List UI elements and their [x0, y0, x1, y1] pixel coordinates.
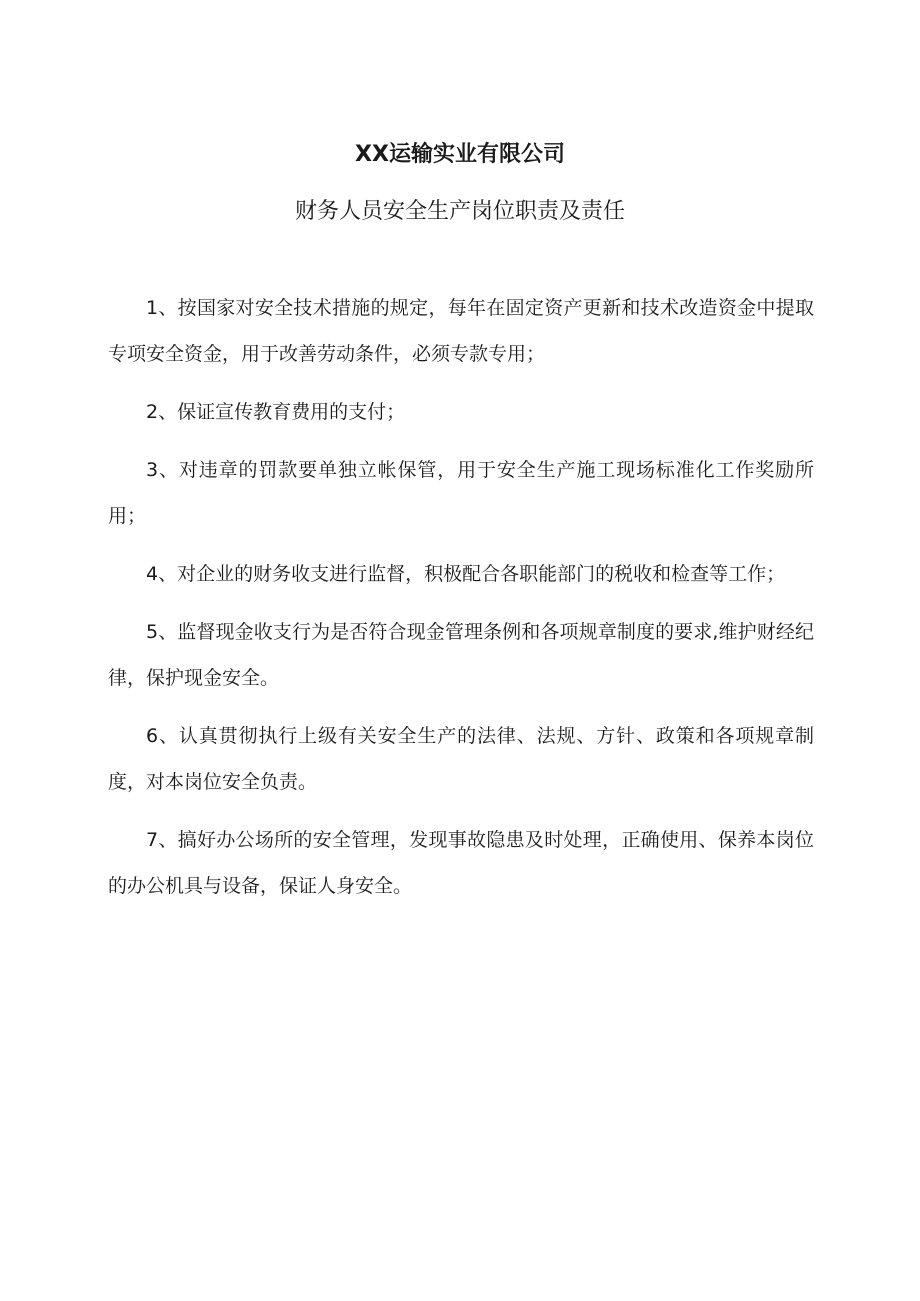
- document-title: 财务人员安全生产岗位职责及责任: [294, 199, 625, 224]
- list-item: 4、对企业的财务收支进行监督，积极配合各职能部门的税收和检查等工作；: [146, 563, 786, 585]
- document-body: [108, 285, 814, 921]
- list-item: 5、监督现金收支行为是否符合现金管理条例和各项规章制度的要求,维护财经纪律，保护现金安全。: [108, 621, 814, 689]
- list-item: 7、搞好办公场所的安全管理，发现事故隐患及时处理，正确使用、保养本岗位的办公机具与设备，保证人身安全。: [108, 829, 814, 897]
- list-item: 6、认真贯彻执行上级有关安全生产的法律、法规、方针、政策和各项规章制度，对本岗位安全负责。: [108, 725, 814, 793]
- list-item: 3、对违章的罚款要单独立帐保管，用于安全生产施工现场标准化工作奖励所用；: [108, 459, 814, 527]
- list-item: 1、按国家对安全技术措施的规定，每年在固定资产更新和技术改造资金中提取专项安全资金，用于改善劳动条件，必须专款专用；: [108, 297, 814, 365]
- list-item: 2、保证宣传教育费用的支付；: [146, 401, 406, 423]
- company-title: XX运输实业有限公司: [355, 142, 565, 167]
